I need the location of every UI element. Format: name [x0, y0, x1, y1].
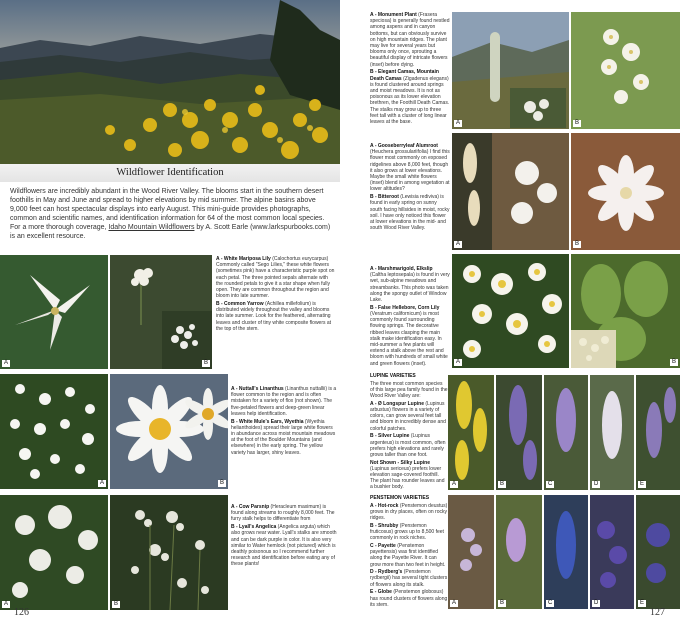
entry-body: (Zigadenus elegans) is found clustered around springs and moist meadows. It is not as poisonous as its lower elevation brethren, the Foothill Death Camas. The stalks may grow up to three feet tall with a cluster of long linear leaves at the base. [370, 75, 450, 125]
photo-penstemon-e [636, 495, 680, 609]
photo-tag: D [594, 481, 599, 487]
photo-nuttalls-linanthus [0, 374, 108, 489]
entry-body: (Heuchera grossulariifolia) I find this flower most commonly on exposed ridgelines above 8,000 feet, though it also grows at lower elevations. Maybe the small white flowers (inset) blend in among vegetation at lower altitudes? [370, 149, 450, 193]
entry-head: A - Hot-rock [370, 502, 399, 509]
photo-common-yarrow [110, 255, 212, 369]
entry-body: (Heracleum maximum) is found along streams to roughly 8,000 feet. The furry stalk helps to differentiate from [231, 504, 335, 523]
photo-tag: A [456, 120, 461, 126]
photo-white-mariposa-lily [0, 255, 108, 369]
entry-body: (Lupinus sericeus) prefers lower elevation sage-covered foothill. The plant has rounder leaves and a bushier body. [370, 465, 445, 491]
hero-caption: Wildflower Identification [0, 164, 340, 182]
photo-tag: B [575, 120, 580, 126]
entry-head: B - Bitteroot [370, 194, 399, 201]
photo-penstemon-c [544, 495, 588, 609]
entry-body: (Penstemon deustus) grows in dry places, often on rocky ridges. [370, 502, 448, 522]
entry-body: (Calochortus eurycarpus) Commonly called "Sego Lilies," these white flowers (sometimes pink) have a characteristic purple spot on each petal. The three pointed sepals alternate with the rounded petals to give it a star shape when fully open. They are common throughout the region and bloom into late summer. [216, 256, 335, 300]
photo-tag: A [4, 360, 9, 366]
entry-head: B - White Mule's Ears, Wyethia [231, 418, 304, 425]
entry-head: B - Shrubby [370, 522, 399, 529]
photo-tag: A [456, 241, 461, 247]
photo-tag: B [575, 241, 580, 247]
entry-head: E - Globe [370, 589, 392, 596]
intro-text-2: by A. Scott Earle (www.larkspurbooks.com) is an excellent resource. [10, 224, 331, 240]
entry-head: A - Ø Longspur Lupine [370, 400, 424, 407]
entry-body: (Penstemon globosus) has round clusters of flowers along its stem. [370, 589, 448, 608]
entry-head: B - Lyall's Angelica [231, 524, 277, 531]
photo-bitteroot [571, 133, 680, 250]
photo-tag: E [640, 481, 645, 487]
intro-paragraph [10, 187, 335, 241]
photo-penstemon-a [448, 495, 494, 609]
description-right-section-2 [370, 143, 450, 233]
photo-tag: A [452, 481, 457, 487]
photo-cow-parsnip [0, 495, 108, 610]
description-section-1 [216, 256, 336, 333]
photo-tag: A [4, 601, 9, 607]
entry-body: (Wyethia helianthoides) spread their large white flowers in abundance across moist mountain meadows at the foot of the Boulder Mountains (and elsewhere) in the early spring. The yellow variety has larger, shiny leaves. [231, 418, 336, 456]
photo-monument-plant [452, 12, 569, 129]
entry-body: (Penstemon payettensis) was first identified along the Payette River. It can grow more than two feet in height. [370, 542, 446, 568]
entry-body: (Lewisia rediviva) is found in early spring on sunny south facing hillsides in moist, rocky soil. I have only noticed this flower at lower elevations in the mid- and south Wood River Valley. [370, 194, 450, 232]
entry-body: (Frasera speciosa) is generally found nestled among aspens and in canyon bottoms, but can obviously survive on high mountain ridges. The plant may live for several years but blooms only once, sprouting a beautiful display of intricate flowers (inset) before dying. [370, 12, 450, 68]
photo-tag: C [548, 481, 553, 487]
entry-body: (Angelica arguta) which also grows near water. Lyall's stalks are smooth and can be dark purple in color. It is also very similar to Water hemlock (not pictured) which is deathly poisonous so I recommend further research and identification before eating any of these plants! [231, 524, 337, 568]
page-number-left: 126 [14, 607, 29, 618]
book-link[interactable]: Idaho Mountain Wildflowers [108, 224, 195, 231]
entry-head: A - Marshmarigold, Elkslip [370, 266, 433, 272]
section-intro-lupine: The three most common species of this large pea family found in the Wood River Valley are: [370, 380, 448, 400]
photo-lupine-d [590, 375, 634, 490]
photo-tag: A [452, 600, 457, 606]
entry-head: B - Elegant Camas, Mountain Death Camas [370, 69, 439, 82]
photo-tag: D [594, 600, 599, 606]
photo-tag: C [548, 600, 553, 606]
entry-body: (Caltha leptosepala) is found in very wet, sub-alpine meadows and streambanks. This photo was taken along the spongy outlet of Window Lake. [370, 272, 450, 304]
photo-penstemon-d [590, 495, 634, 609]
entry-body: (Penstemon fruticosus) grows up to 8,500 feet commonly in rock niches. [370, 522, 444, 542]
description-right-section-3 [370, 266, 450, 368]
entry-head: A - Cow Parsnip [231, 504, 270, 510]
photo-white-mules-ears [110, 374, 228, 489]
entry-head: B - Common Yarrow [216, 300, 264, 307]
photo-tag: B [671, 359, 676, 365]
photo-tag: A [99, 480, 104, 486]
photo-lupine-a [448, 375, 494, 490]
entry-body: (Veratrum californicum) is most commonly found surrounding flowing springs. The decorative ribbed leaves clasping the main stalk make identification easy. In mid-summer a few plants will extend a stalk above the rest and bloom with hundreds of small white and green flowers (inset). [370, 310, 448, 367]
description-section-3 [231, 504, 337, 569]
entry-head: A - Nuttall's Linanthus [231, 386, 284, 392]
description-penstemon-section [370, 495, 448, 609]
photo-tag: A [456, 359, 461, 365]
entry-body: (Achillea millefolium) is distributed widely throughout the valley and blooms into late summer. Look for the feathered, alternating leaves and cluster of tiny white composite flowers at the top of the stem. [216, 300, 332, 332]
entry-body: (Penstemon rydbergii) has several tight clusters of flowers along its stalk. [370, 569, 448, 588]
photo-false-hellebore [571, 254, 680, 368]
hero-landscape-photo [0, 0, 340, 164]
entry-head: A - Gooseberryleaf Alumroot [370, 143, 438, 149]
description-right-section-1 [370, 12, 450, 127]
photo-marshmarigold [452, 254, 569, 368]
photo-tag: B [219, 480, 224, 486]
entry-head: Not Shown - Silky Lupine [370, 459, 430, 466]
entry-head: B - Silver Lupine [370, 433, 410, 440]
photo-lyalls-angelica [110, 495, 228, 610]
section-title-lupine: LUPINE VARIETIES [370, 373, 416, 379]
entry-head: C - Payette [370, 542, 396, 549]
entry-head: A - White Mariposa Lily [216, 256, 271, 262]
photo-tag: E [640, 600, 645, 606]
entry-body: (Lupinus arbustus) flowers in a variety of colors, can grow several feet tall and bloom in incredibly dense and colorful patches. [370, 400, 446, 432]
page-number-right: 127 [650, 607, 665, 618]
description-lupine-section [370, 373, 448, 492]
photo-tag: B [500, 481, 505, 487]
entry-head: D - Rydberg's [370, 569, 403, 576]
entry-head: A - Monument Plant [370, 12, 417, 18]
photo-tag: B [203, 360, 208, 366]
intro-text-1: Wildflowers are incredibly abundant in the Wood River Valley. The blooms start in the southern desert foothills in May and June and spread to higher elevations by mid summer. The alpine basins above 9,000 feet can host spectacular displays into early August. This mini-guide provides photographs, common and scientific names, and identification information for 64 of the most common local species. For a more thorough coverage, [10, 188, 325, 231]
photo-gooseberryleaf-alumroot [452, 133, 569, 250]
photo-tag: B [114, 601, 119, 607]
entry-head: B - False Hellebore, Corn Lily [370, 304, 440, 311]
photo-penstemon-b [496, 495, 542, 609]
entry-body: (Lupinus argenteus) is most common, often prefers high elevations and rarely grows taller than one foot. [370, 433, 446, 458]
section-title-penstemon: PENSTEMON VARIETIES [370, 495, 430, 501]
photo-lupine-e [636, 375, 680, 490]
photo-lupine-b [496, 375, 542, 490]
photo-elegant-camas [571, 12, 680, 129]
photo-tag: B [500, 600, 505, 606]
description-section-2 [231, 386, 337, 457]
entry-body: (Linanthus nuttallii) is a flower common to the region and is often mistaken for a variety of flox (not shown). The five-petaled flowers and deep-green linear leaves help identification. [231, 386, 337, 417]
photo-lupine-c [544, 375, 588, 490]
